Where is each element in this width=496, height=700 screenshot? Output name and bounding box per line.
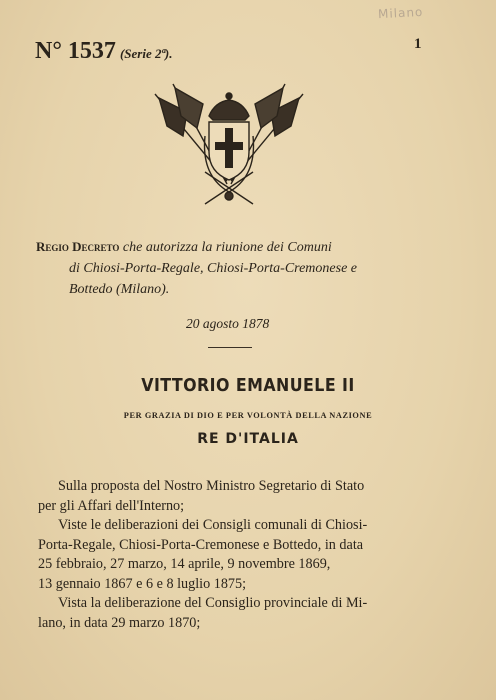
page-number: 1 xyxy=(414,36,422,52)
sovereign-title: RE D'ITALIA xyxy=(197,431,299,447)
sovereign-grace: PER GRAZIA DI DIO E PER VOLONTÀ DELLA NAZIONE xyxy=(123,411,373,420)
decree-line-1: che autorizza la riunione dei Comuni xyxy=(122,240,332,255)
body-line: 25 febbraio, 27 marzo, 14 aprile, 9 novembre 1869, xyxy=(38,556,331,572)
coat-of-arms-icon xyxy=(145,76,313,216)
decree-line-3: Bottedo (Milano). xyxy=(69,282,170,297)
body-line: lano, in data 29 marzo 1870; xyxy=(38,614,201,631)
sovereign-name: VITTORIO EMANUELE II xyxy=(141,375,355,396)
decree-number-text: N° 1537 xyxy=(35,38,116,64)
decree-line-2: di Chiosi-Porta-Regale, Chiosi-Porta-Cremonese e xyxy=(69,261,357,276)
body-line: Sulla proposta del Nostro Ministro Segretario di Stato xyxy=(58,478,365,494)
series-label: (Serie 2ª). xyxy=(119,46,173,61)
collar-pendant xyxy=(225,192,233,200)
body-line: Porta-Regale, Chiosi-Porta-Cremonese e Bottedo, in data xyxy=(38,536,364,553)
body-line: Viste le deliberazioni dei Consigli comunali di Chiosi- xyxy=(58,517,368,533)
body-line: Vista la deliberazione del Consiglio provinciale di Mi- xyxy=(58,595,368,611)
decree-date: 20 agosto 1878 xyxy=(186,316,270,331)
handwritten-note: Milano xyxy=(377,4,424,22)
body-line: per gli Affari dell'Interno; xyxy=(38,497,185,514)
crown xyxy=(209,100,249,120)
decree-heading xyxy=(36,236,436,300)
decree-lead: Regio Decreto xyxy=(36,239,120,254)
body-line: 13 gennaio 1867 e 6 e 8 luglio 1875; xyxy=(38,575,247,592)
decree-body xyxy=(38,477,430,633)
decree-number xyxy=(35,38,173,65)
divider xyxy=(208,347,252,348)
